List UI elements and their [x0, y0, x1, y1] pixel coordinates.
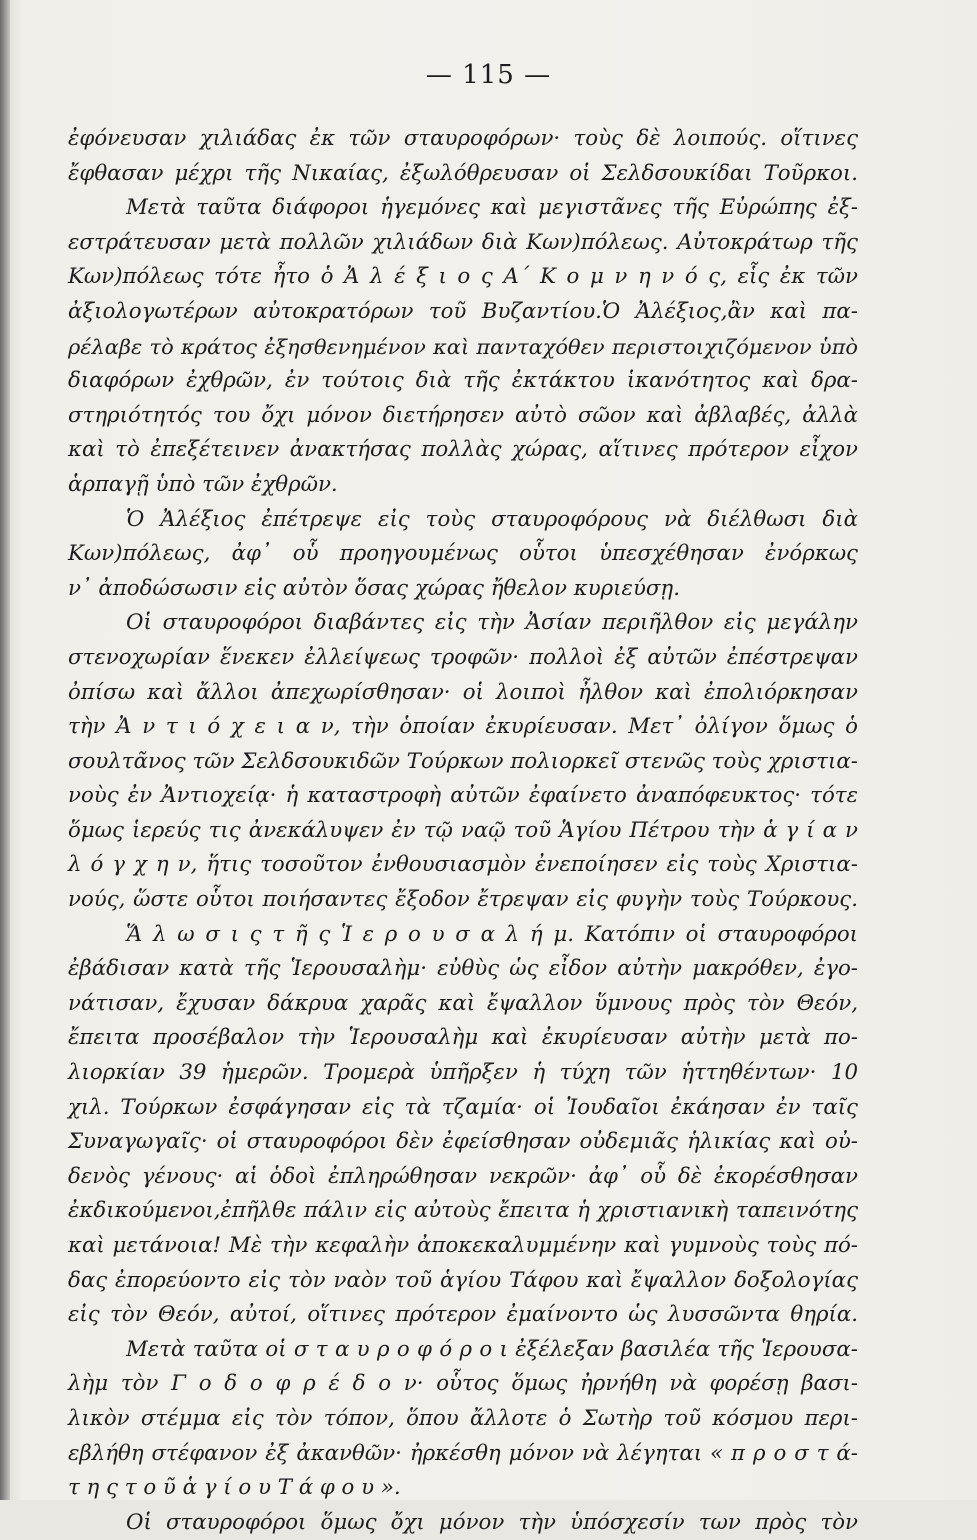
text-line: νάτισαν, ἔχυσαν δάκρυα χαρᾶς καὶ ἔψαλλον ὕμνους πρὸς τὸν Θεόν, [68, 990, 858, 1016]
text-line: ἐκδικούμενοι,ἐπῆλθε πάλιν εἰς αὐτοὺς ἔπειτα ἡ χριστιανικὴ ταπεινότης [68, 1198, 858, 1224]
text-line: στηριότητός του ὄχι μόνον διετήρησεν αὐτὸ σῶον καὶ ἀβλαβές, ἀλλὰ [68, 402, 858, 428]
text-line: τὴν Ἀ ν τ ι ό χ ε ι α ν, τὴν ὁποίαν ἐκυρίευσαν. Μετ᾽ ὀλίγον ὅμως ὁ [68, 714, 858, 740]
text-line: λικὸν στέμμα εἰς τὸν τόπον, ὅπου ἄλλοτε ὁ Σωτὴρ τοῦ κόσμου περι- [68, 1405, 858, 1431]
text-line: διαφόρων ἐχθρῶν, ἐν τούτοις διὰ τῆς ἐκτάκτου ἱκανότητος καὶ δρα- [68, 368, 858, 394]
text-line: ὅμως ἱερεύς τις ἀνεκάλυψεν ἐν τῷ ναῷ τοῦ Ἁγίου Πέτρου τὴν ἁ γ ί α ν [68, 817, 858, 843]
text-line: Μετὰ ταῦτα οἱ σ τ α υ ρ ο φ ό ρ ο ι ἐξέλεξαν βασιλέα τῆς Ἱερουσα- [126, 1336, 858, 1362]
text-line: λὴμ τὸν Γ ο δ ο φ ρ έ δ ο ν· οὗτος ὅμως ἠρνήθη νὰ φορέσῃ βασι- [68, 1371, 858, 1397]
text-line: ἀξιολογωτέρων αὐτοκρατόρων τοῦ Βυζαντίου.Ὁ Ἀλέξιος,ἂν καὶ πα- [68, 298, 858, 324]
text-line: εβλήθη στέφανον ἐξ ἀκανθῶν· ἠρκέσθη μόνον νὰ λέγηται « π ρ ο σ τ ά- [68, 1440, 858, 1466]
text-line: δενὸς γένους· αἱ ὁδοὶ ἐπληρώθησαν νεκρῶν· ἀφ᾽ οὗ δὲ ἐκορέσθησαν [68, 1163, 858, 1189]
text-line: Οἱ σταυροφόροι διαβάντες εἰς τὴν Ἀσίαν περιῆλθον εἰς μεγάλην [126, 610, 858, 636]
text-line: Ἅ λ ω σ ι ς τ ῆ ς Ἱ ε ρ ο υ σ α λ ή μ. Κατόπιν οἱ σταυροφόροι [126, 921, 858, 947]
text-line: ὀπίσω καὶ ἄλλοι ἀπεχωρίσθησαν· οἱ λοιποὶ ἦλθον καὶ ἐπολιόρκησαν [68, 679, 858, 705]
body-text [68, 122, 858, 1540]
page-number: — 115 — [425, 60, 552, 90]
text-line: νοὺς ἐν Ἀντιοχείᾳ· ἡ καταστροφὴ αὐτῶν ἐφαίνετο ἀναπόφευκτος· τότε [68, 783, 858, 809]
text-line: Ὁ Ἀλέξιος ἐπέτρεψε εἰς τοὺς σταυροφόρους νὰ διέλθωσι διὰ [126, 506, 858, 532]
text-line: δας ἐπορεύοντο εἰς τὸν ναὸν τοῦ ἁγίου Τάφου καὶ ἔψαλλον δοξολογίας [68, 1267, 858, 1293]
text-line: τ η ς τ ο ῦ ἁ γ ί ο υ Τ ά φ ο υ ». [68, 1475, 401, 1501]
text-line: ἔφθασαν μέχρι τῆς Νικαίας, ἐξωλόθρευσαν οἱ Σελδσουκίδαι Τοῦρκοι. [68, 160, 858, 186]
text-line: χιλ. Τούρκων ἐσφάγησαν εἰς τὰ τζαμία· οἱ Ἰουδαῖοι ἐκάησαν ἐν ταῖς [68, 1094, 858, 1120]
text-line: Οἱ σταυροφόροι ὅμως ὄχι μόνον τὴν ὑπόσχεσίν των πρὸς τὸν [126, 1509, 858, 1535]
text-line: λιορκίαν 39 ἡμερῶν. Τρομερὰ ὑπῆρξεν ἡ τύχη τῶν ἡττηθέντων· 10 [68, 1060, 858, 1086]
page-gutter-shadow [0, 0, 10, 1500]
text-line: καὶ τὸ ἐπεξέτεινεν ἀνακτήσας πολλὰς χώρας, αἵτινες πρότερον εἶχον [68, 437, 858, 463]
text-line: σουλτᾶνος τῶν Σελδσουκιδῶν Τούρκων πολιορκεῖ στενῶς τοὺς χριστια- [68, 748, 858, 774]
text-line: ν᾽ ἀποδώσωσιν εἰς αὐτὸν ὅσας χώρας ἤθελον κυριεύσῃ. [68, 575, 680, 601]
text-line: στενοχωρίαν ἕνεκεν ἐλλείψεως τροφῶν· πολλοὶ ἐξ αὐτῶν ἐπέστρεψαν [68, 644, 858, 670]
text-line: καὶ μετάνοια! Μὲ τὴν κεφαλὴν ἀποκεκαλυμμένην καὶ γυμνοὺς τοὺς πό- [68, 1233, 858, 1258]
text-line: ἐφόνευσαν χιλιάδας ἐκ τῶν σταυροφόρων· τοὺς δὲ λοιπούς. οἵτινες [68, 126, 858, 151]
text-line: ρέλαβε τὸ κράτος ἐξησθενημένον καὶ πανταχόθεν περιστοιχιζόμενον ὑπὸ [68, 334, 858, 359]
text-line: ἐβάδισαν κατὰ τῆς Ἱερουσαλὴμ· εὐθὺς ὡς εἶδον αὐτὴν μακρόθεν, ἐγο- [68, 956, 858, 982]
text-line: εἰς τὸν Θεόν, αὐτοί, οἵτινες πρότερον ἐμαίνοντο ὡς λυσσῶντα θηρία. [68, 1302, 858, 1328]
text-line: ἁρπαγῇ ὑπὸ τῶν ἐχθρῶν. [68, 471, 338, 497]
text-line: ἔπειτα προσέβαλον τὴν Ἱερουσαλὴμ καὶ ἐκυρίευσαν αὐτὴν μετὰ πο- [68, 1025, 858, 1051]
text-line: Κων)πόλεως τότε ἦτο ὁ Ἀ λ έ ξ ι ο ς Α΄ Κ ο μ ν η ν ό ς, εἷς ἐκ τῶν [68, 264, 858, 290]
text-line: Συναγωγαῖς· οἱ σταυροφόροι δὲν ἐφείσθησαν οὐδεμιᾶς ἡλικίας καὶ οὐ- [68, 1129, 858, 1155]
text-line: λ ό γ χ η ν, ἥτις τοσοῦτον ἐνθουσιασμὸν ἐνεποίησεν εἰς τοὺς Χριστια- [68, 852, 858, 878]
text-line: νούς, ὥστε οὗτοι ποιήσαντες ἔξοδον ἔτρεψαν εἰς φυγὴν τοὺς Τούρκους. [68, 887, 858, 913]
text-line: Κων)πόλεως, ἀφ᾽ οὗ προηγουμένως οὗτοι ὑπεσχέθησαν ἐνόρκως [68, 541, 858, 567]
text-line: εστράτευσαν μετὰ πολλῶν χιλιάδων διὰ Κων)πόλεως. Αὐτοκράτωρ τῆς [68, 229, 858, 255]
text-line: Μετὰ ταῦτα διάφοροι ἡγεμόνες καὶ μεγιστᾶνες τῆς Εὐρώπης ἐξ- [126, 195, 858, 221]
